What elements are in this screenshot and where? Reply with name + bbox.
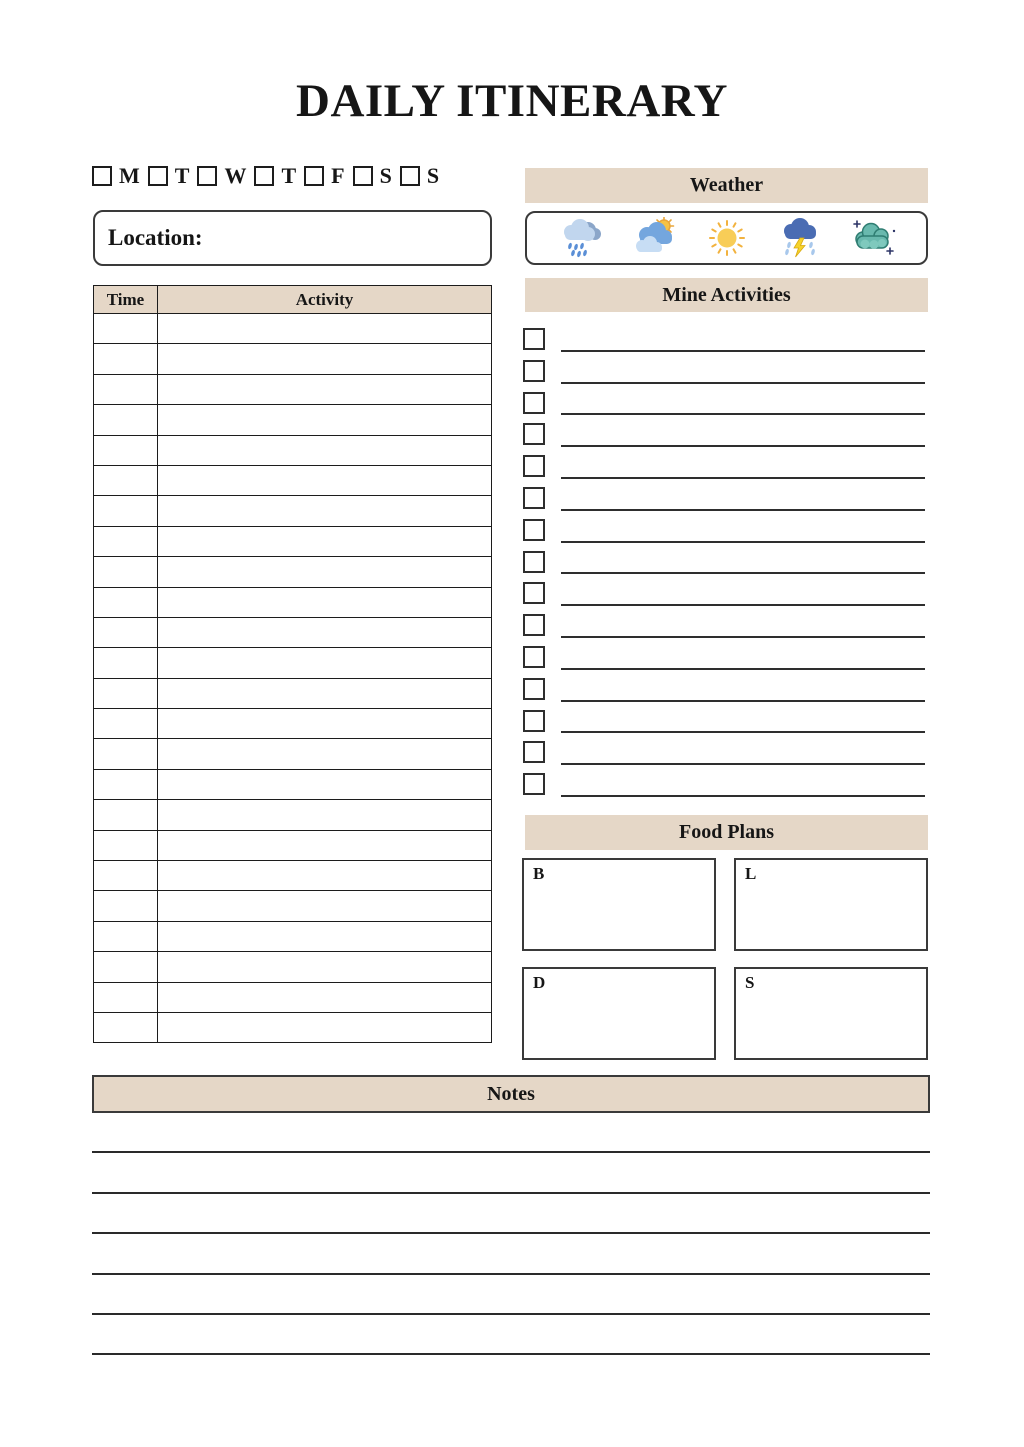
day-checkbox[interactable] xyxy=(197,166,217,186)
weather-header xyxy=(525,168,928,203)
schedule-row xyxy=(94,435,492,465)
activity-checkbox[interactable] xyxy=(523,646,545,668)
activity-checkbox[interactable] xyxy=(523,741,545,763)
schedule-row xyxy=(94,374,492,404)
schedule-row xyxy=(94,557,492,587)
day-item xyxy=(400,165,439,187)
activity-cell[interactable] xyxy=(158,830,492,860)
day-label: T xyxy=(281,163,297,188)
activity-cell[interactable] xyxy=(158,465,492,495)
note-write-line[interactable] xyxy=(92,1113,930,1153)
activity-item xyxy=(523,707,928,739)
activity-write-line[interactable] xyxy=(561,763,925,765)
activity-cell[interactable] xyxy=(158,374,492,404)
activity-column-header: Activity xyxy=(158,286,492,314)
schedule-table xyxy=(93,285,492,1043)
activity-cell[interactable] xyxy=(158,435,492,465)
schedule-row xyxy=(94,678,492,708)
time-cell[interactable] xyxy=(94,861,158,891)
day-checkbox[interactable] xyxy=(400,166,420,186)
time-cell[interactable] xyxy=(94,921,158,951)
notes-title: Notes xyxy=(487,1082,535,1105)
time-cell[interactable] xyxy=(94,465,158,495)
activity-checkbox[interactable] xyxy=(523,614,545,636)
notes-lines xyxy=(92,1113,930,1355)
time-cell[interactable] xyxy=(94,617,158,647)
activity-checkbox[interactable] xyxy=(523,487,545,509)
day-selector xyxy=(92,165,447,187)
meal-box[interactable] xyxy=(522,858,716,951)
activities-header xyxy=(525,278,928,312)
meal-box[interactable] xyxy=(734,967,928,1060)
day-item xyxy=(353,165,392,187)
note-write-line[interactable] xyxy=(92,1194,930,1234)
activity-cell[interactable] xyxy=(158,405,492,435)
activity-cell[interactable] xyxy=(158,648,492,678)
storm-cloud-lightning-icon[interactable] xyxy=(776,217,824,259)
activity-checkbox[interactable] xyxy=(523,519,545,541)
activity-checkbox[interactable] xyxy=(523,455,545,477)
time-cell[interactable] xyxy=(94,526,158,556)
schedule-row xyxy=(94,314,492,344)
location-label: Location: xyxy=(108,225,203,250)
activity-checkbox[interactable] xyxy=(523,328,545,350)
time-cell[interactable] xyxy=(94,435,158,465)
meal-boxes xyxy=(522,858,928,1060)
activity-cell[interactable] xyxy=(158,861,492,891)
day-label: W xyxy=(224,163,247,188)
day-label: T xyxy=(174,163,190,188)
activity-write-line[interactable] xyxy=(561,572,925,574)
day-label: S xyxy=(426,163,440,188)
activity-cell[interactable] xyxy=(158,678,492,708)
activity-cell[interactable] xyxy=(158,891,492,921)
schedule-row xyxy=(94,982,492,1012)
activity-cell[interactable] xyxy=(158,1012,492,1042)
activity-checkbox[interactable] xyxy=(523,678,545,700)
time-cell[interactable] xyxy=(94,739,158,769)
day-checkbox[interactable] xyxy=(304,166,324,186)
schedule-row xyxy=(94,952,492,982)
activity-write-line[interactable] xyxy=(561,700,925,702)
time-cell[interactable] xyxy=(94,769,158,799)
time-cell[interactable] xyxy=(94,952,158,982)
schedule-row xyxy=(94,1012,492,1042)
activity-write-line[interactable] xyxy=(561,541,925,543)
time-cell[interactable] xyxy=(94,374,158,404)
activity-cell[interactable] xyxy=(158,952,492,982)
schedule-row xyxy=(94,617,492,647)
meal-box[interactable] xyxy=(522,967,716,1060)
schedule-row xyxy=(94,739,492,769)
activity-cell[interactable] xyxy=(158,314,492,344)
activity-cell[interactable] xyxy=(158,739,492,769)
activity-item xyxy=(523,770,928,802)
activity-item xyxy=(523,357,928,389)
activities-checklist xyxy=(523,325,928,802)
activity-write-line[interactable] xyxy=(561,795,925,797)
activity-item xyxy=(523,548,928,580)
activity-item xyxy=(523,579,928,611)
activity-item xyxy=(523,611,928,643)
activity-item xyxy=(523,738,928,770)
activity-write-line[interactable] xyxy=(561,477,925,479)
activity-checkbox[interactable] xyxy=(523,582,545,604)
day-item xyxy=(254,165,296,187)
activity-checkbox[interactable] xyxy=(523,360,545,382)
activity-item xyxy=(523,516,928,548)
meal-box[interactable] xyxy=(734,858,928,951)
activity-item xyxy=(523,484,928,516)
schedule-row xyxy=(94,648,492,678)
notes-header xyxy=(92,1075,930,1113)
activity-checkbox[interactable] xyxy=(523,423,545,445)
activity-cell[interactable] xyxy=(158,526,492,556)
note-write-line[interactable] xyxy=(92,1315,930,1355)
activity-write-line[interactable] xyxy=(561,668,925,670)
schedule-row xyxy=(94,891,492,921)
rain-cloud-icon[interactable] xyxy=(557,217,605,259)
note-write-line[interactable] xyxy=(92,1153,930,1193)
activity-write-line[interactable] xyxy=(561,413,925,415)
activity-cell[interactable] xyxy=(158,921,492,951)
time-cell[interactable] xyxy=(94,800,158,830)
time-cell[interactable] xyxy=(94,405,158,435)
schedule-row xyxy=(94,921,492,951)
meal-label: L xyxy=(745,864,757,883)
time-cell[interactable] xyxy=(94,678,158,708)
location-field[interactable] xyxy=(93,210,492,266)
food-plans-header xyxy=(525,815,928,850)
time-cell[interactable] xyxy=(94,709,158,739)
schedule-row xyxy=(94,587,492,617)
page-title: DAILY ITINERARY xyxy=(296,75,728,127)
day-checkbox[interactable] xyxy=(148,166,168,186)
time-cell[interactable] xyxy=(94,344,158,374)
activity-checkbox[interactable] xyxy=(523,392,545,414)
sun-icon[interactable] xyxy=(703,217,751,259)
activity-checkbox[interactable] xyxy=(523,773,545,795)
day-item xyxy=(304,165,344,187)
time-cell[interactable] xyxy=(94,496,158,526)
time-cell[interactable] xyxy=(94,830,158,860)
activity-cell[interactable] xyxy=(158,982,492,1012)
activity-write-line[interactable] xyxy=(561,731,925,733)
activity-write-line[interactable] xyxy=(561,604,925,606)
activities-title: Mine Activities xyxy=(662,283,791,306)
activity-write-line[interactable] xyxy=(561,509,925,511)
activity-cell[interactable] xyxy=(158,587,492,617)
time-cell[interactable] xyxy=(94,557,158,587)
schedule-row xyxy=(94,769,492,799)
note-write-line[interactable] xyxy=(92,1275,930,1315)
time-cell[interactable] xyxy=(94,587,158,617)
activity-write-line[interactable] xyxy=(561,445,925,447)
meal-label: D xyxy=(533,973,546,992)
time-cell[interactable] xyxy=(94,648,158,678)
day-checkbox[interactable] xyxy=(353,166,373,186)
activity-cell[interactable] xyxy=(158,769,492,799)
day-label: S xyxy=(379,163,392,188)
day-item xyxy=(197,165,246,187)
schedule-row xyxy=(94,405,492,435)
time-cell[interactable] xyxy=(94,1012,158,1042)
activity-checkbox[interactable] xyxy=(523,551,545,573)
time-cell[interactable] xyxy=(94,982,158,1012)
activity-write-line[interactable] xyxy=(561,350,925,352)
activity-write-line[interactable] xyxy=(561,382,925,384)
activity-cell[interactable] xyxy=(158,617,492,647)
time-cell[interactable] xyxy=(94,314,158,344)
schedule-row xyxy=(94,709,492,739)
activity-item xyxy=(523,675,928,707)
activity-cell[interactable] xyxy=(158,344,492,374)
activity-checkbox[interactable] xyxy=(523,710,545,732)
night-cloud-stars-icon[interactable] xyxy=(849,217,897,259)
day-label: F xyxy=(331,163,345,188)
activity-cell[interactable] xyxy=(158,557,492,587)
weather-icon-box xyxy=(525,211,928,265)
day-item xyxy=(148,165,190,187)
schedule-row xyxy=(94,830,492,860)
activity-cell[interactable] xyxy=(158,496,492,526)
time-cell[interactable] xyxy=(94,891,158,921)
weather-title: Weather xyxy=(689,174,764,196)
schedule-row xyxy=(94,344,492,374)
schedule-row xyxy=(94,800,492,830)
sun-behind-cloud-icon[interactable] xyxy=(630,217,678,259)
activity-cell[interactable] xyxy=(158,709,492,739)
activity-write-line[interactable] xyxy=(561,636,925,638)
time-column-header: Time xyxy=(94,286,158,314)
meal-label: B xyxy=(533,864,545,883)
activity-item xyxy=(523,643,928,675)
activity-item xyxy=(523,452,928,484)
activity-cell[interactable] xyxy=(158,800,492,830)
schedule-row xyxy=(94,465,492,495)
schedule-row xyxy=(94,496,492,526)
day-item xyxy=(92,165,140,187)
day-checkbox[interactable] xyxy=(92,166,112,186)
note-write-line[interactable] xyxy=(92,1234,930,1274)
food-plans-title: Food Plans xyxy=(678,821,775,843)
meal-label: S xyxy=(745,973,755,992)
day-label: M xyxy=(119,163,140,188)
activity-item xyxy=(523,325,928,357)
activity-item xyxy=(523,420,928,452)
activity-item xyxy=(523,389,928,421)
schedule-row xyxy=(94,861,492,891)
schedule-row xyxy=(94,526,492,556)
schedule-rows xyxy=(94,314,492,1043)
day-checkbox[interactable] xyxy=(254,166,274,186)
